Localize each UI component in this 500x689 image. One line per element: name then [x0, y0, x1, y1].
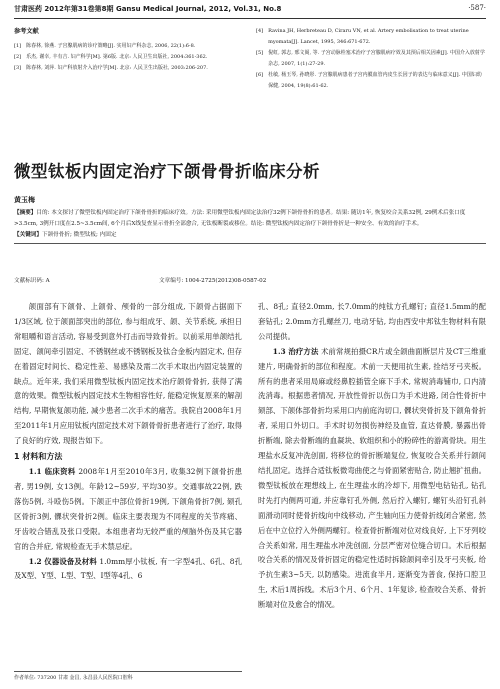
- doc-code: 文献标识码: A: [14, 278, 50, 284]
- paragraph: 1.0mm厚小钛板, 有一字型4孔、6孔、8孔及X型、Y型、L型、T型、I型等4孔、6: [14, 556, 243, 581]
- author-affiliation: 作者单位: 737200 甘肃 金昌, 永昌县人民医院口腔科: [14, 671, 242, 681]
- keywords-text: 下颌骨骨折; 微型钛板; 内固定: [41, 232, 117, 238]
- paragraph: 孔、8孔; 直径2.0mm, 长7.0mm的纯钛方孔螺钉; 直径1.5mm的配套钻孔; 2.0mm方孔螺丝刀, 电动牙钻, 均由西安中邦钛生物材料有限公司提供。: [258, 302, 486, 341]
- intro-paragraph: 颌面部有下颌骨、上颌骨、颅骨的一部分组成, 下颌骨占据面下1/3区域, 位于颌面部突出的部位, 参与组成牙、颌、关节系统, 承担日常咀嚼和语言活动, 容易受到意外打击而导致骨折。以前采用单颌结扎固定、颌间牵引固定、不锈钢丝或不锈钢板及钛合金板内固定术, 但存在着固定时间长、稳定性差、易感染及需二次手术取出内固定装置的缺点。近年来, 我们采用微型钛板内固定技术治疗颌骨骨折, 获得了满意的效果。微型钛板内固定技术生物相容性好, 能稳定恢复原来的解剖结构, 早期恢复颌功能, 减少患者二次手术的痛苦。我院自2008年1月至2011年1月应用钛板内固定技术对下颌骨骨折患者进行了治疗, 取得了良好的疗效, 现报告如下。: [14, 302, 242, 446]
- section-heading: 1 材料和方法: [14, 452, 63, 462]
- article-number: 文章编号: 1004-2725(2012)08-0587-02: [159, 278, 267, 284]
- body-column-left: [14, 300, 242, 584]
- reference-item: [6] 杜敏, 杨玉琴, 孙晓彤. 子宫腺肌病患者子宫内膜血管内皮生长因子的表达与临床意义[J]. 中国妇幼保健, 2004, 19(8):61-62.: [256, 72, 482, 89]
- page-number: ·587·: [468, 4, 486, 12]
- article-title: 微型钛板内固定治疗下颌骨骨折临床分析: [14, 162, 320, 181]
- paragraph: 术前常规拍摄CR片或全颌曲面断层片及CT三维重建片, 明确骨折的部位和程度。术前一天便用抗生素, 拴结牙弓夹板。所有的患者采用局麻或经鼻腔插管全麻下手术, 常规消毒铺巾, 口内清洗消毒。根据患者情况, 开放性骨折以伤口为手术进路, 闭合性骨折中颏部、下颌体部骨折均采用口内前庭沟切口, 髁状突骨折及下颌角骨折者, 采用口外切口。手术时切勿损伤神经及血管, 直达骨膜, 暴露出骨折断端, 除去骨断端的血凝块、软组织和小的粉碎性的游离骨块。用生理盐水反复冲洗创面, 将移位的骨折断端复位, 恢复咬合关系并行颌间结扎固定。选择合适钛板微弯曲使之与骨面紧密贴合, 防止翘扩扭曲。微型钛板放在理想线上, 在生理盐水的冷却下, 用微型电钻钻孔, 钻孔时先打内侧两可道, 并应靠钉孔外侧, 然后拧入螺钉, 螺钉头沿钉孔斜面滑动同时使骨折线向中线移动, 产生轴向压力使骨折线闭合紧密, 然后在中立位拧入外侧两螺钉。检查骨折断端对位对线良好, 上下牙列咬合关系如常, 用生理盐水冲洗创面, 分层严密对位缝合切口。术后根据咬合关系的情况及骨折固定的稳定性适时拆除颌间牵引及牙弓夹板, 给予抗生素3~5天, 以防感染。进流食半月, 逐渐变为普食, 保持口腔卫生, 术后1周拆线。术后3个月、6个月、1年复诊, 检查咬合关系、骨折断端对位及愈合的情况。: [258, 346, 487, 610]
- paragraph: 2008年1月至2010年3月, 收集32例下颌骨折患者, 男19例, 女13例。年龄12~59岁, 平均30岁。交通事故22例, 跌落伤5例, 斗殴伤5例。下颌正中部位骨折19例, 下颌角骨折7例, 颏孔区骨折3例, 髁状突骨折2例。临床主要表现为不同程度的关节疼痛、牙齿咬合错乱及张口受限。本组患者均无较严重的颅脑外伤及其它器官的合并症, 常规检查无手术禁忌症。: [14, 467, 242, 551]
- reference-item: [3] 陈春林, 刘萍. 妇产科放射介入治疗学[M]. 北京: 人民卫生出版社, 2003:206-207.: [14, 65, 208, 71]
- running-header: [14, 4, 486, 19]
- subsection-heading: 1.2 仪器设备及材料: [28, 556, 97, 566]
- reference-item: [5] 倪虹, 郭志, 邢文阁, 等. 子宫动脉栓塞术治疗子宫腺肌病疗效及其预后相关因素[J]. 中国介入放射学杂志, 2007, 1(1):27-29.: [256, 50, 485, 67]
- reference-item: [4] Ravina JH, Herbreteau D, Ciraru VN, et al. Artery embolisation to treat uterine myomata[J]. Lancet, 1995, 346:671-672.: [256, 28, 469, 45]
- article-meta: [14, 276, 486, 288]
- subsection-heading: 1.1 临床资料: [28, 467, 76, 477]
- subsection-heading: 1.3 治疗方法: [272, 346, 319, 356]
- abstract-label: 【摘要】: [14, 210, 37, 216]
- reference-item: [1] 陈春林, 徐燕. 子宫腺肌病的诊疗策略[J]. 实用妇产科杂志, 2006, 22(1):6-8.: [14, 43, 196, 49]
- body-column-right: [258, 300, 486, 613]
- keywords-label: 【关键词】: [14, 232, 42, 238]
- abstract-text: 目的: 本文探讨了微型钛板内固定治疗下颌骨骨折的临床疗效。方法: 采用微型钛板内固定法治疗32例下颌骨骨折的患者。结果: 随访1年, 恢复咬合关系32例, 29例术后张口度>3.5cm, 3例开口度在2.5~3.5cm间, 6个月后X线复查显示骨折全部愈合, 无钛板断裂或移位。结论: 微型钛板内固定治疗下颌骨骨折是一种安全、有效的治疗手术。: [14, 210, 466, 227]
- references-heading: 参考文献: [14, 28, 39, 35]
- abstract-block: [14, 208, 486, 244]
- article-author: 黄玉梅: [14, 196, 35, 204]
- reference-item: [2] 乐杰, 谢幸, 丰有吉. 妇产科学[M]. 第6版. 北京: 人民卫生出版社, 2004:361-362.: [14, 54, 208, 60]
- references-left: [14, 26, 242, 74]
- references-right: [256, 26, 486, 92]
- journal-header: 甘肃医药 2012年第31卷第8期 Gansu Medical Journal, 2012, Vol.31, No.8: [14, 5, 282, 13]
